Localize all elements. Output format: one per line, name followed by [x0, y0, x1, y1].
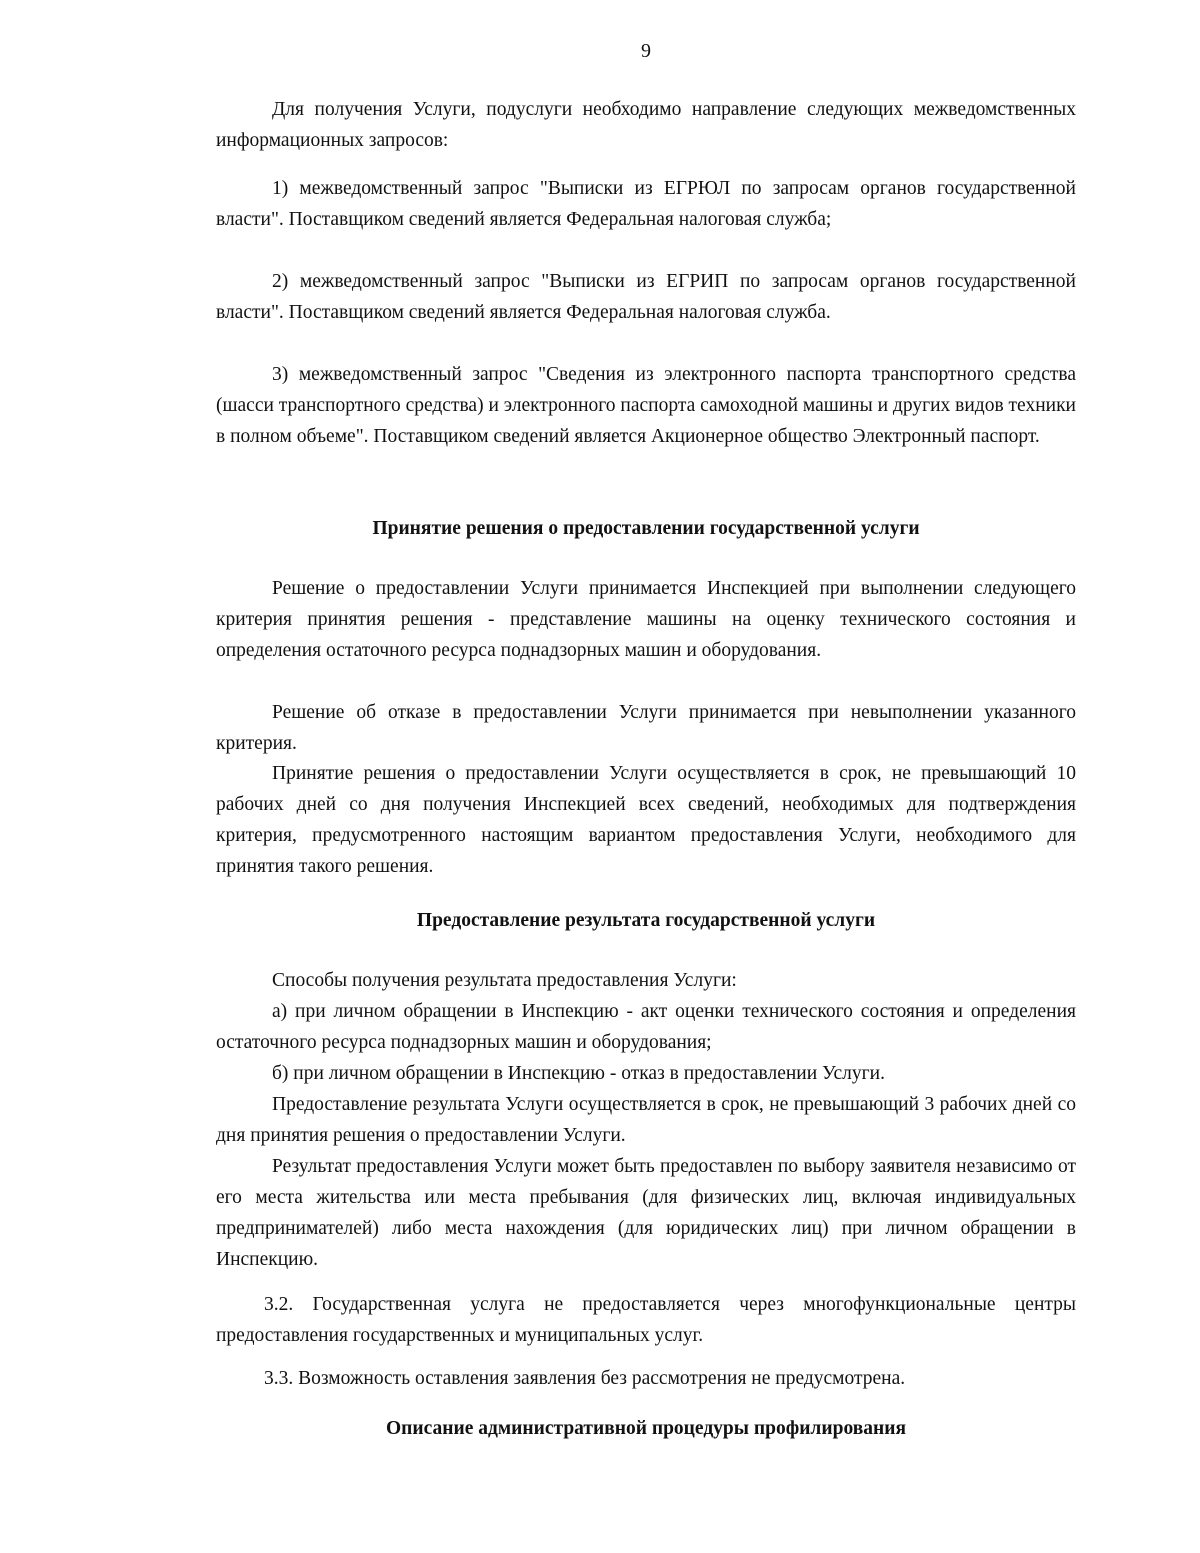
- result-paragraph-2: а) при личном обращении в Инспекцию - акт оценки технического состояния и определения остаточного ресурса поднадзорных машин и оборудования;: [216, 1001, 1076, 1053]
- decision-paragraph-1: Решение о предоставлении Услуги принимается Инспекцией при выполнении следующего критерия принятия решения - представление машины на оценку технического состояния и определения остаточного ресурса поднадзорных машин и оборудования.: [216, 578, 1076, 661]
- request-item-1: 1) межведомственный запрос "Выписки из ЕГРЮЛ по запросам органов государственной власти". Поставщиком сведений является Федеральная налоговая служба;: [216, 178, 1076, 230]
- result-paragraph-1: Способы получения результата предоставления Услуги:: [272, 970, 737, 991]
- heading-decision: Принятие решения о предоставлении государственной услуги: [372, 518, 920, 539]
- decision-paragraph-3: Принятие решения о предоставлении Услуги осуществляется в срок, не превышающий 10 рабочих дней со дня получения Инспекцией всех сведений, необходимых для подтверждения критерия, предусмотренного настоящим вариантом предоставления Услуги, необходимого для принятия такого решения.: [216, 763, 1076, 877]
- heading-result: Предоставление результата государственной услуги: [416, 910, 876, 931]
- decision-paragraph-2: Решение об отказе в предоставлении Услуги принимается при невыполнении указанного критерия.: [216, 702, 1076, 754]
- heading-profiling: Описание административной процедуры профилирования: [385, 1418, 907, 1439]
- clause-3-3: 3.3. Возможность оставления заявления без рассмотрения не предусмотрена.: [264, 1368, 906, 1389]
- page-number: 9: [641, 40, 651, 62]
- request-item-3: 3) межведомственный запрос "Сведения из электронного паспорта транспортного средства (шасси транспортного средства) и электронного паспорта самоходной машины и других видов техники в полном объеме". Поставщиком сведений является Акционерное общество Электронный паспорт.: [216, 364, 1076, 447]
- result-paragraph-5: Результат предоставления Услуги может быть предоставлен по выбору заявителя независимо от его места жительства или места пребывания (для физических лиц, включая индивидуальных предпринимателей) либо места нахождения (для юридических лиц) при личном обращении в Инспекцию.: [216, 1156, 1076, 1270]
- intro-paragraph: Для получения Услуги, подуслуги необходимо направление следующих межведомственных информационных запросов:: [216, 99, 1076, 151]
- clause-3-2: 3.2. Государственная услуга не предоставляется через многофункциональные центры предоставления государственных и муниципальных услуг.: [216, 1294, 1076, 1346]
- request-item-2: 2) межведомственный запрос "Выписки из ЕГРИП по запросам органов государственной власти". Поставщиком сведений является Федеральная налоговая служба.: [216, 271, 1076, 323]
- result-paragraph-4: Предоставление результата Услуги осуществляется в срок, не превышающий 3 рабочих дней со дня принятия решения о предоставлении Услуги.: [216, 1094, 1076, 1146]
- result-paragraph-3: б) при личном обращении в Инспекцию - отказ в предоставлении Услуги.: [272, 1063, 885, 1084]
